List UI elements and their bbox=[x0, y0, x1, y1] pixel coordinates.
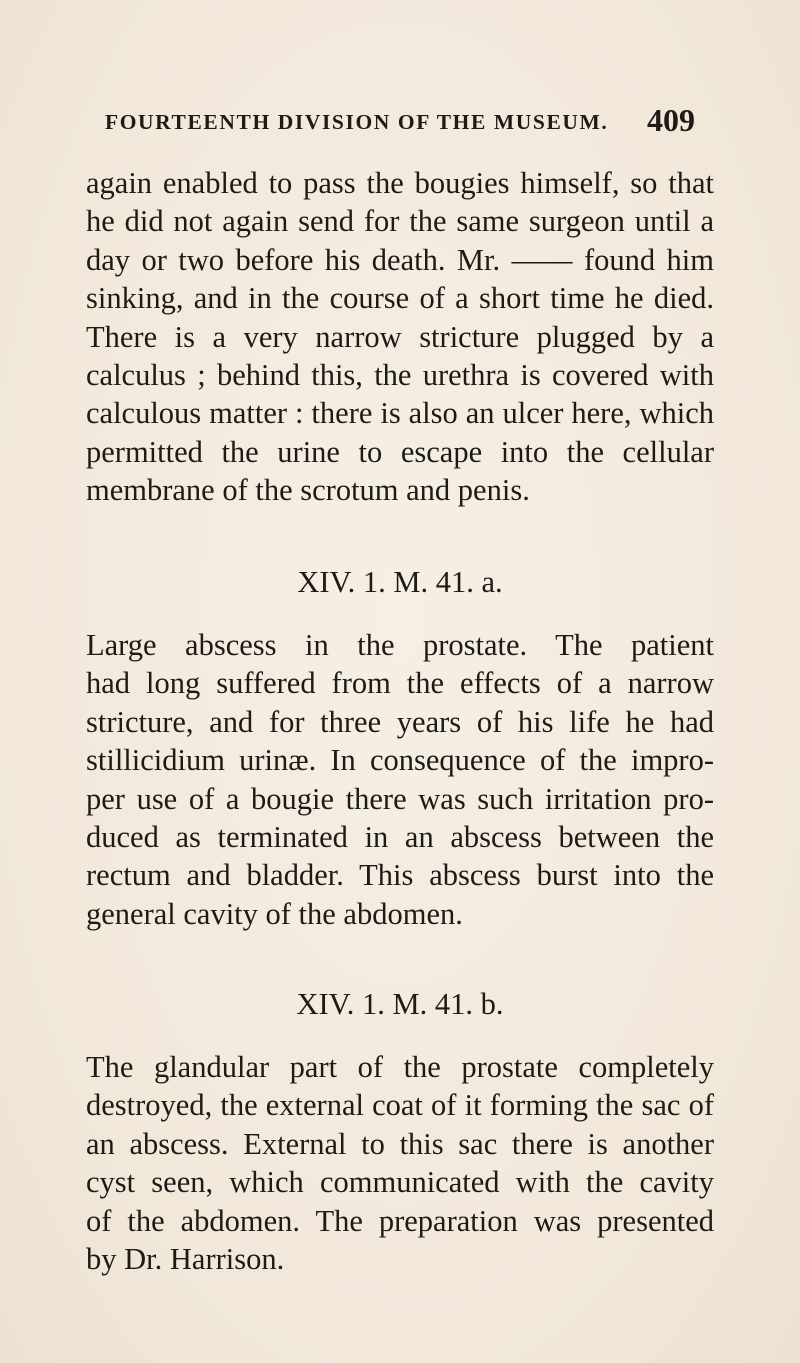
running-head bbox=[105, 102, 695, 142]
text-line: calculous matter : there is also an ulcer here, which bbox=[86, 396, 714, 431]
page-number: 409 bbox=[647, 102, 695, 138]
text-line: by Dr. Harrison. bbox=[86, 1242, 285, 1277]
text-line: he did not again send for the same surgeon until a bbox=[86, 204, 714, 239]
text-line: destroyed, the external coat of it forming the sac of bbox=[86, 1088, 714, 1123]
running-head-title: FOURTEENTH DIVISION OF THE MUSEUM. bbox=[105, 110, 609, 134]
text-line: rectum and bladder. This abscess burst into the bbox=[86, 858, 714, 893]
text-line: an abscess. External to this sac there is another bbox=[86, 1126, 714, 1161]
text-line: of the abdomen. The preparation was presented bbox=[86, 1203, 714, 1238]
text-line: had long suffered from the effects of a narrow bbox=[86, 666, 714, 701]
text-line: The glandular part of the prostate completely bbox=[86, 1050, 714, 1084]
text-line: calculus ; behind this, the urethra is covered with bbox=[86, 358, 714, 393]
text-line: again enabled to pass the bougies himself, so that bbox=[86, 166, 714, 200]
text-line: permitted the urine to escape into the cellular bbox=[86, 434, 714, 469]
paragraph-specimen-41a bbox=[86, 626, 714, 933]
text-line: duced as terminated in an abscess between the bbox=[86, 820, 714, 855]
text-line: day or two before his death. Mr. —— found him bbox=[86, 242, 714, 277]
text-line: per use of a bougie there was such irritation pro- bbox=[86, 781, 714, 816]
text-line: cyst seen, which communicated with the cavity bbox=[86, 1165, 714, 1200]
text-line: sinking, and in the course of a short time he died. bbox=[86, 281, 714, 316]
paragraph-specimen-41b bbox=[86, 1048, 714, 1278]
text-line: There is a very narrow stricture plugged by a bbox=[86, 319, 714, 354]
text-line: stricture, and for three years of his life he had bbox=[86, 704, 714, 739]
text-line: general cavity of the abdomen. bbox=[86, 896, 463, 931]
paragraph-continued-case bbox=[86, 164, 714, 510]
specimen-reference-41b: XIV. 1. M. 41. b. bbox=[296, 987, 504, 1021]
text-line: membrane of the scrotum and penis. bbox=[86, 473, 530, 508]
text-line: stillicidium urinæ. In consequence of the impro- bbox=[86, 743, 714, 778]
specimen-reference-41a: XIV. 1. M. 41. a. bbox=[297, 565, 503, 599]
text-line: Large abscess in the prostate. The patient bbox=[86, 628, 714, 662]
